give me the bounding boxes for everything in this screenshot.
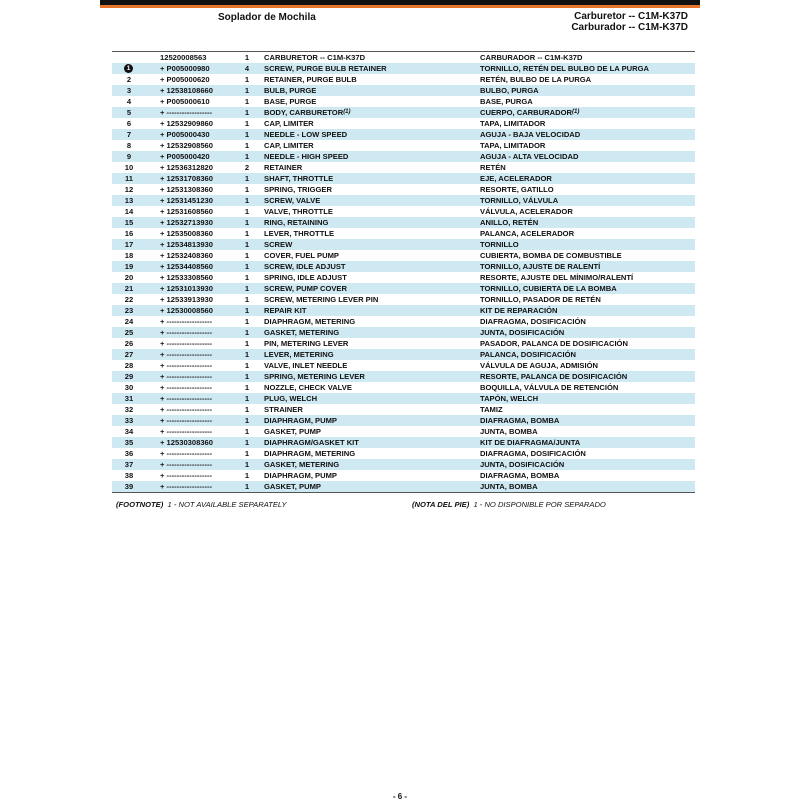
description-spanish: VÁLVULA, ACELERADOR xyxy=(480,207,573,216)
quantity: 1 xyxy=(244,350,250,359)
table-row xyxy=(112,118,695,129)
table-row xyxy=(112,459,695,470)
part-number: + 12532713930 xyxy=(160,218,214,227)
page-number: - 6 - xyxy=(392,792,408,801)
part-number: + 12531013930 xyxy=(160,284,214,293)
part-number: + 12533308560 xyxy=(160,273,214,282)
description-english: DIAPHRAGM, METERING xyxy=(264,449,356,458)
ref-number: 39 xyxy=(124,482,134,491)
quantity: 1 xyxy=(244,130,250,139)
description-english: REPAIR KIT xyxy=(264,306,307,315)
description-spanish: BULBO, PURGA xyxy=(480,86,539,95)
table-row xyxy=(112,151,695,162)
brand-logo xyxy=(104,0,174,8)
ref-number: 24 xyxy=(124,317,134,326)
header-accent-stripe xyxy=(100,5,700,8)
ref-number: 33 xyxy=(124,416,134,425)
description-spanish: AGUJA - ALTA VELOCIDAD xyxy=(480,152,579,161)
ref-number: 15 xyxy=(124,218,134,227)
description-spanish: CARBURADOR -- C1M-K37D xyxy=(480,53,583,62)
quantity: 4 xyxy=(244,64,250,73)
description-english: DIAPHRAGM, METERING xyxy=(264,317,356,326)
description-spanish: BOQUILLA, VÁLVULA DE RETENCIÓN xyxy=(480,383,619,392)
table-row xyxy=(112,250,695,261)
description-spanish: JUNTA, BOMBA xyxy=(480,482,538,491)
title-english: Carburetor -- C1M-K37D xyxy=(574,11,688,22)
description-english: RING, RETAINING xyxy=(264,218,329,227)
description-english: CAP, LIMITER xyxy=(264,141,314,150)
part-number: + 12530008560 xyxy=(160,306,214,315)
description-english: GASKET, PUMP xyxy=(264,427,321,436)
quantity: 1 xyxy=(244,262,250,271)
description-english: DIAPHRAGM/GASKET KIT xyxy=(264,438,359,447)
description-english: LEVER, THROTTLE xyxy=(264,229,335,238)
part-number: + P005000620 xyxy=(160,75,210,84)
quantity: 1 xyxy=(244,240,250,249)
quantity: 1 xyxy=(244,53,250,62)
quantity: 1 xyxy=(244,416,250,425)
quantity: 1 xyxy=(244,372,250,381)
quantity: 1 xyxy=(244,295,250,304)
table-row xyxy=(112,173,695,184)
description-english: SHAFT, THROTTLE xyxy=(264,174,334,183)
quantity: 1 xyxy=(244,97,250,106)
description-english: PLUG, WELCH xyxy=(264,394,318,403)
quantity: 1 xyxy=(244,394,250,403)
ref-number: 8 xyxy=(126,141,132,150)
table-row xyxy=(112,327,695,338)
part-number: + P005000980 xyxy=(160,64,210,73)
quantity: 1 xyxy=(244,460,250,469)
ref-number: 34 xyxy=(124,427,134,436)
ref-number: 22 xyxy=(124,295,134,304)
ref-number: 30 xyxy=(124,383,134,392)
ref-number: 11 xyxy=(124,174,134,183)
description-english: NOZZLE, CHECK VALVE xyxy=(264,383,352,392)
quantity: 1 xyxy=(244,229,250,238)
table-row xyxy=(112,415,695,426)
description-english: GASKET, METERING xyxy=(264,460,340,469)
quantity: 1 xyxy=(244,152,250,161)
description-spanish: TAPA, LIMITADOR xyxy=(480,141,546,150)
part-number: + ------------------ xyxy=(160,383,213,392)
description-spanish: TORNILLO, PASADOR DE RETÉN xyxy=(480,295,601,304)
table-row xyxy=(112,349,695,360)
part-number: + ------------------ xyxy=(160,339,213,348)
description-english: SCREW, PURGE BULB RETAINER xyxy=(264,64,387,73)
ref-number: 14 xyxy=(124,207,134,216)
table-row xyxy=(112,272,695,283)
quantity: 1 xyxy=(244,471,250,480)
description-english: BULB, PURGE xyxy=(264,86,317,95)
table-row xyxy=(112,437,695,448)
part-number: + 12531308360 xyxy=(160,185,214,194)
quantity: 1 xyxy=(244,108,250,117)
description-english: NEEDLE - HIGH SPEED xyxy=(264,152,349,161)
part-number: + ------------------ xyxy=(160,350,213,359)
part-number: + ------------------ xyxy=(160,471,213,480)
ref-number: 20 xyxy=(124,273,134,282)
ref-number: 3 xyxy=(126,86,132,95)
table-row xyxy=(112,74,695,85)
ref-number: 38 xyxy=(124,471,134,480)
part-number: + 12532908560 xyxy=(160,141,214,150)
description-spanish: DIAFRAGMA, DOSIFICACIÓN xyxy=(480,449,586,458)
description-spanish: DIAFRAGMA, BOMBA xyxy=(480,416,560,425)
ref-number: 35 xyxy=(124,438,134,447)
table-row xyxy=(112,107,695,118)
part-number: + 12531708360 xyxy=(160,174,214,183)
part-number: + ------------------ xyxy=(160,394,213,403)
part-number: + 12535008360 xyxy=(160,229,214,238)
ref-number: 28 xyxy=(124,361,134,370)
footnote-text: 1 - NO DISPONIBLE POR SEPARADO xyxy=(473,500,606,509)
part-number: + ------------------ xyxy=(160,405,213,414)
quantity: 1 xyxy=(244,306,250,315)
description-english: SCREW xyxy=(264,240,293,249)
description-english: PIN, METERING LEVER xyxy=(264,339,349,348)
description-spanish: TORNILLO xyxy=(480,240,519,249)
ref-number: 31 xyxy=(124,394,134,403)
footnote-english xyxy=(116,500,287,509)
footnote-marker: (1) xyxy=(343,109,351,115)
quantity: 1 xyxy=(244,86,250,95)
table-row xyxy=(112,184,695,195)
table-row xyxy=(112,195,695,206)
part-number: + 12534813930 xyxy=(160,240,214,249)
part-number: + 12533913930 xyxy=(160,295,214,304)
description-spanish: PALANCA, ACELERADOR xyxy=(480,229,575,238)
table-row xyxy=(112,140,695,151)
description-spanish: TORNILLO, AJUSTE DE RALENTÍ xyxy=(480,262,601,271)
ref-number: 13 xyxy=(124,196,134,205)
ref-number: 27 xyxy=(124,350,134,359)
description-spanish: DIAFRAGMA, BOMBA xyxy=(480,471,560,480)
part-number: + ------------------ xyxy=(160,460,213,469)
description-english: GASKET, PUMP xyxy=(264,482,321,491)
footnote-spanish xyxy=(412,500,606,509)
description-spanish: TORNILLO, RETÉN DEL BULBO DE LA PURGA xyxy=(480,64,650,73)
table-row xyxy=(112,206,695,217)
table-row xyxy=(112,294,695,305)
table-row xyxy=(112,448,695,459)
part-number: + ------------------ xyxy=(160,427,213,436)
description-english: NEEDLE - LOW SPEED xyxy=(264,130,348,139)
ref-number: 12 xyxy=(124,185,134,194)
description-english: LEVER, METERING xyxy=(264,350,334,359)
table-row xyxy=(112,371,695,382)
table-row xyxy=(112,393,695,404)
part-number: + P005000430 xyxy=(160,130,210,139)
part-number: + ------------------ xyxy=(160,372,213,381)
table-row xyxy=(112,129,695,140)
description-spanish: TAPÓN, WELCH xyxy=(480,394,539,403)
part-number: + 12538108660 xyxy=(160,86,214,95)
table-row xyxy=(112,316,695,327)
ref-number: 18 xyxy=(124,251,134,260)
table-row xyxy=(112,162,695,173)
ref-number: 19 xyxy=(124,262,134,271)
quantity: 1 xyxy=(244,482,250,491)
part-number: + ------------------ xyxy=(160,449,213,458)
part-number: + 12536312820 xyxy=(160,163,214,172)
ref-number: 16 xyxy=(124,229,134,238)
ref-number: 17 xyxy=(124,240,134,249)
part-number: + 12534408560 xyxy=(160,262,214,271)
table-row xyxy=(112,261,695,272)
quantity: 1 xyxy=(244,405,250,414)
description-english: SPRING, TRIGGER xyxy=(264,185,332,194)
description-spanish: JUNTA, DOSIFICACIÓN xyxy=(480,328,565,337)
ref-number: 21 xyxy=(124,284,134,293)
quantity: 1 xyxy=(244,141,250,150)
description-english: STRAINER xyxy=(264,405,303,414)
description-english: RETAINER xyxy=(264,163,303,172)
quantity: 1 xyxy=(244,251,250,260)
description-spanish: KIT DE REPARACIÓN xyxy=(480,306,558,315)
table-row xyxy=(112,382,695,393)
table-row xyxy=(112,63,695,74)
description-english: DIAPHRAGM, PUMP xyxy=(264,471,337,480)
description-spanish: ANILLO, RETÉN xyxy=(480,218,539,227)
quantity: 1 xyxy=(244,328,250,337)
ref-number: 4 xyxy=(126,97,132,106)
ref-number: 7 xyxy=(126,130,132,139)
table-row xyxy=(112,481,695,492)
description-spanish: RETÉN xyxy=(480,163,506,172)
part-number: + ------------------ xyxy=(160,482,213,491)
table-row xyxy=(112,85,695,96)
part-number: + ------------------ xyxy=(160,108,213,117)
description-english: GASKET, METERING xyxy=(264,328,340,337)
quantity: 1 xyxy=(244,174,250,183)
part-number: + ------------------ xyxy=(160,328,213,337)
description-spanish: TORNILLO, CUBIERTA DE LA BOMBA xyxy=(480,284,617,293)
footnote-label: (FOOTNOTE) xyxy=(116,500,164,509)
quantity: 1 xyxy=(244,438,250,447)
description-english: BODY, CARBURETOR$^{(1)}$ xyxy=(264,108,351,117)
quantity: 1 xyxy=(244,196,250,205)
part-number: + 12531451230 xyxy=(160,196,214,205)
description-spanish: VÁLVULA DE AGUJA, ADMISIÓN xyxy=(480,361,598,370)
description-spanish: BASE, PURGA xyxy=(480,97,533,106)
table-row xyxy=(112,217,695,228)
description-spanish: PASADOR, PALANCA DE DOSIFICACIÓN xyxy=(480,339,628,348)
quantity: 1 xyxy=(244,383,250,392)
description-english: SCREW, IDLE ADJUST xyxy=(264,262,346,271)
quantity: 1 xyxy=(244,284,250,293)
quantity: 1 xyxy=(244,273,250,282)
description-spanish: TAPA, LIMITADOR xyxy=(480,119,546,128)
description-spanish: RESORTE, PALANCA DE DOSIFICACIÓN xyxy=(480,372,628,381)
table-row xyxy=(112,52,695,63)
quantity: 1 xyxy=(244,207,250,216)
description-spanish: TAMIZ xyxy=(480,405,503,414)
description-spanish: RETÉN, BULBO DE LA PURGA xyxy=(480,75,592,84)
quantity: 2 xyxy=(244,163,250,172)
part-number: + P005000610 xyxy=(160,97,210,106)
ref-number: 25 xyxy=(124,328,134,337)
quantity: 1 xyxy=(244,185,250,194)
table-row xyxy=(112,338,695,349)
ref-number: 32 xyxy=(124,405,134,414)
description-spanish: TORNILLO, VÁLVULA xyxy=(480,196,559,205)
part-number: + 12532408360 xyxy=(160,251,214,260)
part-number: + 12531608560 xyxy=(160,207,214,216)
page-title xyxy=(571,11,688,33)
part-number: + 12532909860 xyxy=(160,119,214,128)
part-number: + 12530308360 xyxy=(160,438,214,447)
ref-number: 36 xyxy=(124,449,134,458)
description-spanish: PALANCA, DOSIFICACIÓN xyxy=(480,350,577,359)
description-spanish: DIAFRAGMA, DOSIFICACIÓN xyxy=(480,317,586,326)
ref-number: 29 xyxy=(124,372,134,381)
table-row xyxy=(112,283,695,294)
ref-number: 9 xyxy=(126,152,132,161)
description-english: CARBURETOR -- C1M-K37D xyxy=(264,53,366,62)
table-row xyxy=(112,404,695,415)
description-english: VALVE, THROTTLE xyxy=(264,207,333,216)
description-english: SPRING, IDLE ADJUST xyxy=(264,273,347,282)
description-spanish: JUNTA, DOSIFICACIÓN xyxy=(480,460,565,469)
footnote-label: (NOTA DEL PIE) xyxy=(412,500,470,509)
parts-table xyxy=(112,51,695,493)
description-english: VALVE, INLET NEEDLE xyxy=(264,361,348,370)
ref-number: 1 xyxy=(124,64,133,73)
description-english: COVER, FUEL PUMP xyxy=(264,251,339,260)
ref-number: 5 xyxy=(126,108,132,117)
quantity: 1 xyxy=(244,361,250,370)
quantity: 1 xyxy=(244,119,250,128)
ref-number: 2 xyxy=(126,75,132,84)
description-english: CAP, LIMITER xyxy=(264,119,314,128)
description-spanish: JUNTA, BOMBA xyxy=(480,427,538,436)
quantity: 1 xyxy=(244,317,250,326)
description-spanish: RESORTE, GATILLO xyxy=(480,185,554,194)
description-spanish: AGUJA - BAJA VELOCIDAD xyxy=(480,130,581,139)
table-row xyxy=(112,228,695,239)
description-spanish: EJE, ACELERADOR xyxy=(480,174,552,183)
ref-number: 37 xyxy=(124,460,134,469)
ref-number: 26 xyxy=(124,339,134,348)
title-spanish: Carburador -- C1M-K37D xyxy=(571,22,688,33)
footnote-text: 1 - NOT AVAILABLE SEPARATELY xyxy=(167,500,287,509)
ref-number: 6 xyxy=(126,119,132,128)
footnote-marker: (1) xyxy=(571,109,580,115)
ref-number: 23 xyxy=(124,306,134,315)
quantity: 1 xyxy=(244,218,250,227)
description-english: SPRING, METERING LEVER xyxy=(264,372,365,381)
part-number: + P005000420 xyxy=(160,152,210,161)
table-row xyxy=(112,360,695,371)
part-number: 12520008563 xyxy=(160,53,207,62)
description-spanish: RESORTE, AJUSTE DEL MÍNIMO/RALENTÍ xyxy=(480,273,634,282)
quantity: 1 xyxy=(244,449,250,458)
description-english: SCREW, VALVE xyxy=(264,196,321,205)
description-spanish: CUBIERTA, BOMBA DE COMBUSTIBLE xyxy=(480,251,622,260)
part-number: + ------------------ xyxy=(160,416,213,425)
part-number: + ------------------ xyxy=(160,361,213,370)
table-row xyxy=(112,426,695,437)
description-spanish: KIT DE DIAFRAGMA/JUNTA xyxy=(480,438,581,447)
table-row xyxy=(112,305,695,316)
description-english: DIAPHRAGM, PUMP xyxy=(264,416,337,425)
table-row xyxy=(112,239,695,250)
table-row xyxy=(112,470,695,481)
ref-number: 10 xyxy=(124,163,134,172)
table-row xyxy=(112,96,695,107)
quantity: 1 xyxy=(244,339,250,348)
description-english: RETAINER, PURGE BULB xyxy=(264,75,357,84)
quantity: 1 xyxy=(244,427,250,436)
quantity: 1 xyxy=(244,75,250,84)
part-number: + ------------------ xyxy=(160,317,213,326)
description-english: BASE, PURGE xyxy=(264,97,317,106)
description-english: SCREW, METERING LEVER PIN xyxy=(264,295,379,304)
description-english: SCREW, PUMP COVER xyxy=(264,284,347,293)
description-spanish: CUERPO, CARBURADOR$^{(1)}$ xyxy=(480,108,580,117)
model-title: Soplador de Mochila xyxy=(218,12,316,23)
